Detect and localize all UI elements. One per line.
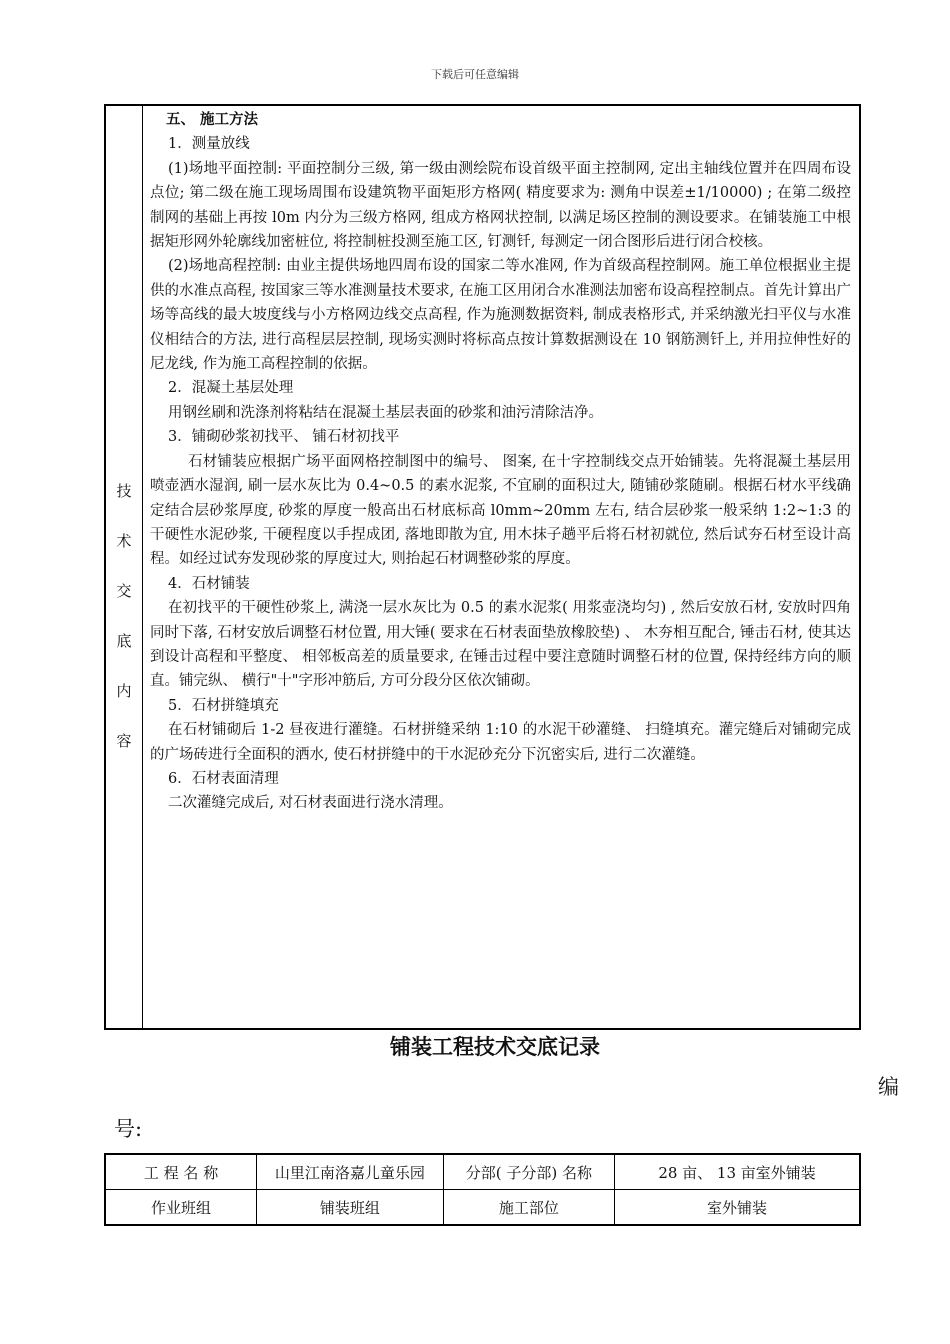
tech-disclosure-box	[104, 104, 861, 1030]
subsection-title: 6．石材表面清理	[168, 770, 279, 787]
section-title: 五、 施工方法	[166, 111, 259, 128]
paragraph: (1)场地平面控制: 平面控制分三级, 第一级由测绘院布设首级平面主控制网, 定出主轴线位置并在四周布设点位; 第二级在施工现场周围布设建筑物平面矩形方格网( 精度要求为: 测角中误差±1/10000) ; 在第二级控制网的基础上再按 l0m 内分为三级方格网, 组成方格网状控制, 以满足场区控制的测设要求。在铺装施工中根据矩形网外轮廓线加密桩位, 将控制桩投测至施工区, 钉测钎, 每测定一闭合图形后进行闭合校核。	[150, 160, 851, 251]
work-team-value: 铺装班组	[257, 1190, 443, 1226]
number-label-part-b: 号:	[114, 1117, 143, 1141]
side-char: 技	[116, 482, 132, 500]
side-char: 底	[116, 632, 132, 650]
side-char: 术	[116, 532, 132, 550]
subsection-title: 4．石材铺装	[168, 575, 250, 592]
side-char: 内	[116, 682, 132, 700]
project-info-table	[104, 1153, 861, 1226]
paragraph: (2)场地高程控制: 由业主提供场地四周布设的国家二等水准网, 作为首级高程控制网。施工单位根据业主提供的水准点高程, 按国家三等水准测量技术要求, 在施工区用闭合水准测法加密布设高程控制点。首先计算出广场等高线的最大坡度线与小方格网边线交点高程, 作为施测数据资料, 制成表格形式, 并采纳激光扫平仪与水准仪相结合的方法, 进行高程层层控制, 现场实测时将标高点按计算数据测设在 10 钢筋测钎上, 并用拉伸性好的尼龙线, 作为施工高程控制的依据。	[150, 258, 851, 373]
subsection-title: 1．测量放线	[168, 136, 250, 153]
side-label	[106, 466, 142, 766]
paragraph: 在初找平的干硬性砂浆上, 满浇一层水灰比为 0.5 的素水泥浆( 用浆壶浇均匀) , 然后安放石材, 安放时四角同时下落, 石材安放后调整石材位置, 用大锤( 要求在石材表面垫放橡胶垫) 、 木夯相互配合, 锤击石材, 使其达到设计高程和平整度、 相邻板高差的质量要求, 在锤击过程中要注意随时调整石材的位置, 保持经纬方向的顺直。铺完纵、 横行"十"字形冲筋后, 方可分段分区依次铺砌。	[150, 600, 851, 690]
construction-part-label: 施工部位	[443, 1190, 615, 1226]
project-name-value: 山里江南洛嘉儿童乐园	[257, 1154, 443, 1190]
paragraph: 在石材铺砌后 1-2 昼夜进行灌缝。石材拼缝采纳 1:10 的水泥干砂灌缝、 扫缝填充。灌完缝后对铺砌完成的广场砖进行全面积的洒水, 使石材拼缝中的干水泥砂充分下沉密实后, 进行二次灌缝。	[150, 722, 851, 763]
subsection-title: 2．混凝土基层处理	[168, 380, 294, 397]
construction-part-value: 室外铺装	[615, 1190, 860, 1226]
paragraph: 二次灌缝完成后, 对石材表面进行浇水清理。	[168, 795, 453, 812]
paragraph: 用钢丝刷和洗涤剂将粘结在混凝土基层表面的砂浆和油污清除洁净。	[168, 404, 603, 421]
side-label-column	[106, 106, 143, 1028]
table-row	[105, 1154, 860, 1190]
side-char: 交	[116, 582, 132, 600]
subproject-name-value: 28 亩、 13 亩室外铺装	[615, 1154, 860, 1190]
paragraph: 石材铺装应根据广场平面网格控制图中的编号、 图案, 在十字控制线交点开始铺装。先将混凝土基层用喷壶洒水湿润, 刷一层水灰比为 0.4~0.5 的素水泥浆, 不宜刷的面积过大, 随铺砂浆随刷。根据石材水平线确定结合层砂浆厚度, 砂浆的厚度一般高出石材底标高 l0mm~20mm 左右, 结合层砂浆一般采纳 1:2~1:3 的干硬性水泥砂浆, 干硬程度以手捏成团, 落地即散为宜, 用木抹子趟平后将石材初就位, 然后试夯石材至设计高程。如经过试夯发现砂浆的厚度过大, 则抬起石材调整砂浆的厚度。	[150, 453, 851, 568]
subsection-title: 3．铺砌砂浆初找平、 铺石材初找平	[168, 429, 400, 446]
page-header-note: 下载后可任意编辑	[431, 68, 519, 81]
subsection-title: 5．石材拼缝填充	[168, 697, 279, 714]
table-row	[105, 1190, 860, 1226]
subproject-name-label: 分部( 子分部) 名称	[443, 1154, 615, 1190]
side-char: 容	[116, 732, 132, 750]
work-team-label: 作业班组	[105, 1190, 257, 1226]
number-label-part-a: 编	[878, 1075, 899, 1099]
disclosure-content	[150, 108, 851, 816]
record-title: 铺装工程技术交底记录	[390, 1035, 600, 1059]
project-name-label: 工 程 名 称	[105, 1154, 257, 1190]
